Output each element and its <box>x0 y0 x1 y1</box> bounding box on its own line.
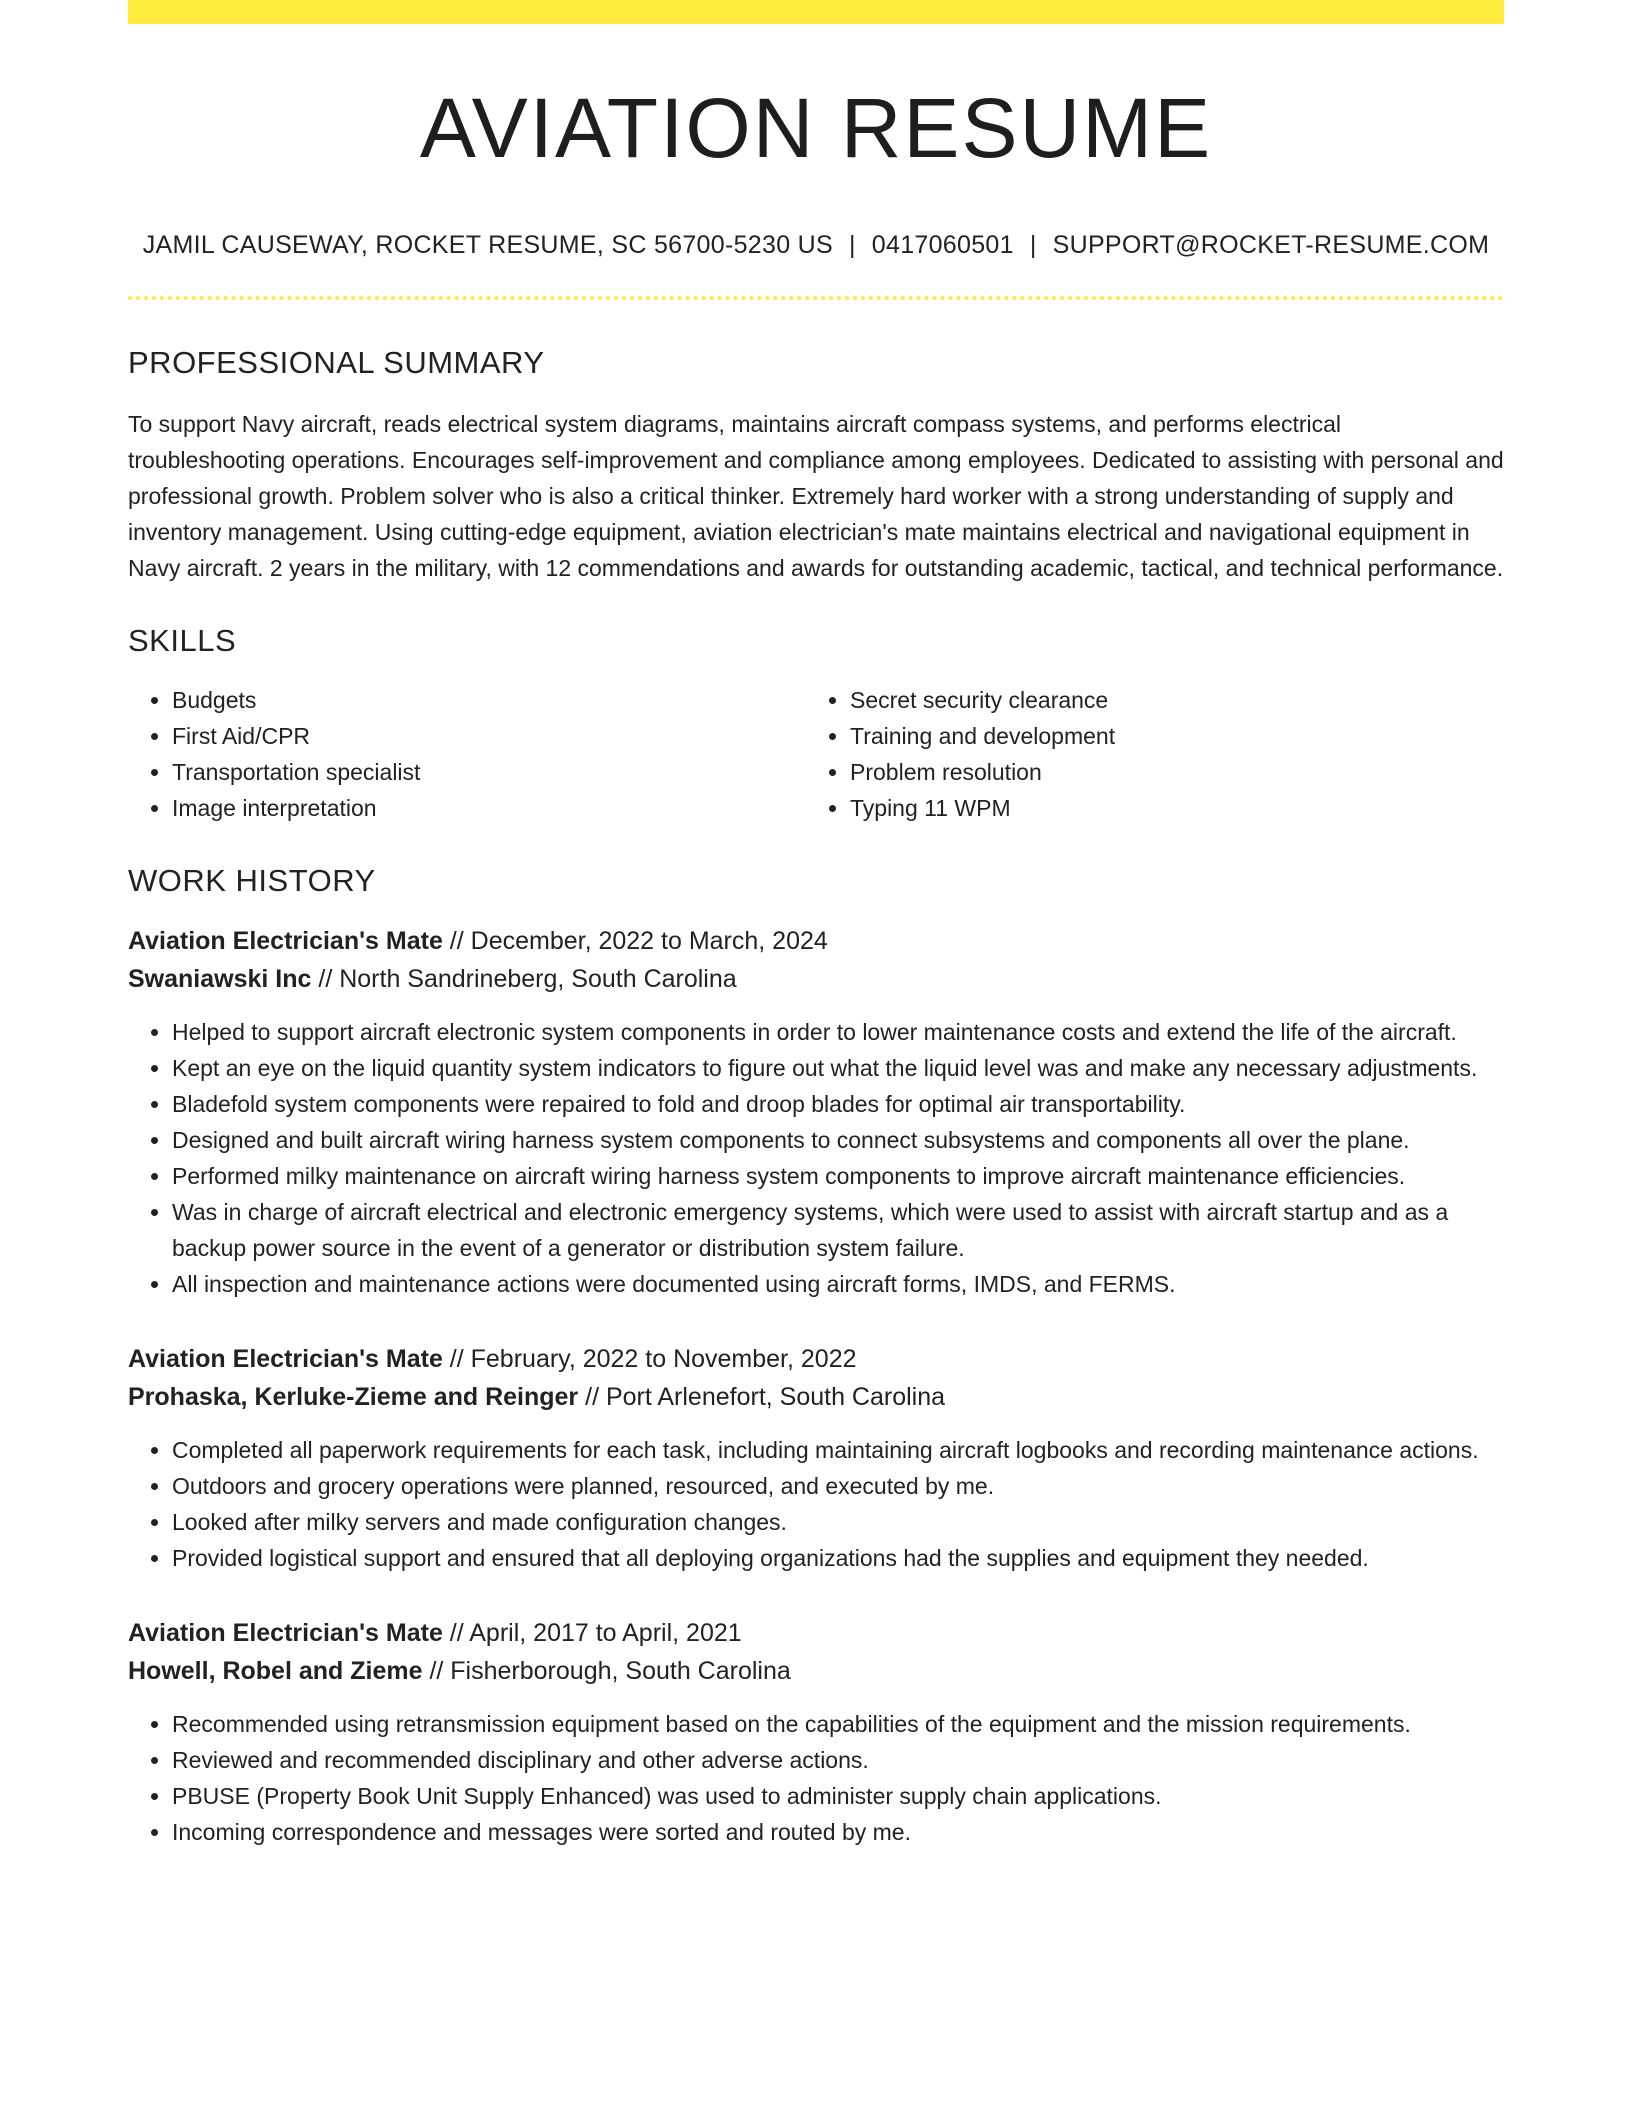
job-location: // Port Arlenefort, South Carolina <box>585 1382 946 1411</box>
job-entry <box>128 1614 1504 1850</box>
job-bullets <box>128 1014 1504 1302</box>
job-dates: // February, 2022 to November, 2022 <box>449 1344 857 1373</box>
job-company-line <box>128 1378 1504 1416</box>
job-title: Aviation Electrician's Mate <box>128 926 443 955</box>
skill-item: • Transportation specialist <box>172 754 806 790</box>
job-bullet: • Incoming correspondence and messages were sorted and routed by me. <box>172 1814 1504 1850</box>
job-bullet: • Reviewed and recommended disciplinary and other adverse actions. <box>172 1742 1504 1778</box>
job-company: Swaniawski Inc <box>128 964 312 993</box>
job-bullet: • Kept an eye on the liquid quantity system indicators to figure out what the liquid level was and make any necessary adjustments. <box>172 1050 1504 1086</box>
job-entry <box>128 1340 1504 1576</box>
job-entry <box>128 922 1504 1302</box>
job-title-line <box>128 1614 1504 1652</box>
contact-address: JAMIL CAUSEWAY, ROCKET RESUME, SC 56700-5230 US <box>142 231 833 260</box>
contact-separator: | <box>848 231 856 260</box>
job-bullet: • Helped to support aircraft electronic system components in order to lower maintenance costs and extend the life of the aircraft. <box>172 1014 1504 1050</box>
job-company: Prohaska, Kerluke-Zieme and Reinger <box>128 1382 579 1411</box>
job-title-line <box>128 1340 1504 1378</box>
job-bullet: • All inspection and maintenance actions were documented using aircraft forms, IMDS, and FERMS. <box>172 1266 1504 1302</box>
skill-item: • Budgets <box>172 682 806 718</box>
skills-grid <box>128 682 1504 826</box>
job-bullets <box>128 1706 1504 1850</box>
section-heading-skills: SKILLS <box>128 622 237 658</box>
job-company: Howell, Robel and Zieme <box>128 1656 423 1685</box>
job-dates: // December, 2022 to March, 2024 <box>449 926 828 955</box>
skill-item: • Typing 11 WPM <box>850 790 1484 826</box>
contact-email: SUPPORT@ROCKET-RESUME.COM <box>1052 231 1490 260</box>
job-bullet: • Outdoors and grocery operations were planned, resourced, and executed by me. <box>172 1468 1504 1504</box>
accent-bar <box>128 0 1504 24</box>
job-location: // Fisherborough, South Carolina <box>429 1656 791 1685</box>
job-bullet: • Performed milky maintenance on aircraft wiring harness system components to improve aircraft maintenance efficiencies. <box>172 1158 1504 1194</box>
job-company-line <box>128 960 1504 998</box>
job-company-line <box>128 1652 1504 1690</box>
contact-separator: | <box>1029 231 1037 260</box>
job-bullet: • Provided logistical support and ensured that all deploying organizations had the supplies and equipment they needed. <box>172 1540 1504 1576</box>
skills-list-right <box>806 682 1484 826</box>
job-bullet: • PBUSE (Property Book Unit Supply Enhanced) was used to administer supply chain applications. <box>172 1778 1504 1814</box>
skills-section <box>128 622 1504 826</box>
job-bullet: • Recommended using retransmission equipment based on the capabilities of the equipment and the mission requirements. <box>172 1706 1504 1742</box>
section-heading-summary: PROFESSIONAL SUMMARY <box>128 345 545 381</box>
job-title-line <box>128 922 1504 960</box>
job-bullet: • Bladefold system components were repaired to fold and droop blades for optimal air transportability. <box>172 1086 1504 1122</box>
section-heading-work-history: WORK HISTORY <box>128 862 376 898</box>
job-bullets <box>128 1432 1504 1576</box>
skill-item: • First Aid/CPR <box>172 718 806 754</box>
contact-phone: 0417060501 <box>871 231 1014 260</box>
page-title: AVIATION RESUME <box>419 81 1213 175</box>
job-title: Aviation Electrician's Mate <box>128 1618 443 1647</box>
job-bullet: • Designed and built aircraft wiring harness system components to connect subsystems and components all over the plane. <box>172 1122 1504 1158</box>
summary-text: To support Navy aircraft, reads electrical system diagrams, maintains aircraft compass systems, and performs electrical troubleshooting operations. Encourages self-improvement and compliance among employees. Dedicated to assisting with personal and professional growth. Problem solver who is also a critical thinker. Extremely hard worker with a strong understanding of supply and inventory management. Using cutting-edge equipment, aviation electrician's mate maintains electrical and navigational equipment in Navy aircraft. 2 years in the military, with 12 commendations and awards for outstanding academic, tactical, and technical performance. <box>128 410 1504 581</box>
contact-line <box>128 230 1504 260</box>
skill-item: • Training and development <box>850 718 1484 754</box>
work-history-section <box>128 862 1504 1850</box>
job-dates: // April, 2017 to April, 2021 <box>449 1618 742 1647</box>
dotted-divider <box>128 296 1504 300</box>
job-title: Aviation Electrician's Mate <box>128 1344 443 1373</box>
job-bullet: • Was in charge of aircraft electrical and electronic emergency systems, which were used to assist with aircraft startup and as a backup power source in the event of a generator or distribution system failure. <box>172 1194 1504 1266</box>
job-bullet: • Completed all paperwork requirements for each task, including maintaining aircraft logbooks and recording maintenance actions. <box>172 1432 1504 1468</box>
skill-item: • Secret security clearance <box>850 682 1484 718</box>
skill-item: • Image interpretation <box>172 790 806 826</box>
skill-item: • Problem resolution <box>850 754 1484 790</box>
job-bullet: • Looked after milky servers and made configuration changes. <box>172 1504 1504 1540</box>
skills-list-left <box>128 682 806 826</box>
job-location: // North Sandrineberg, South Carolina <box>318 964 737 993</box>
summary-section <box>128 344 1504 585</box>
resume-page <box>128 0 1504 1850</box>
